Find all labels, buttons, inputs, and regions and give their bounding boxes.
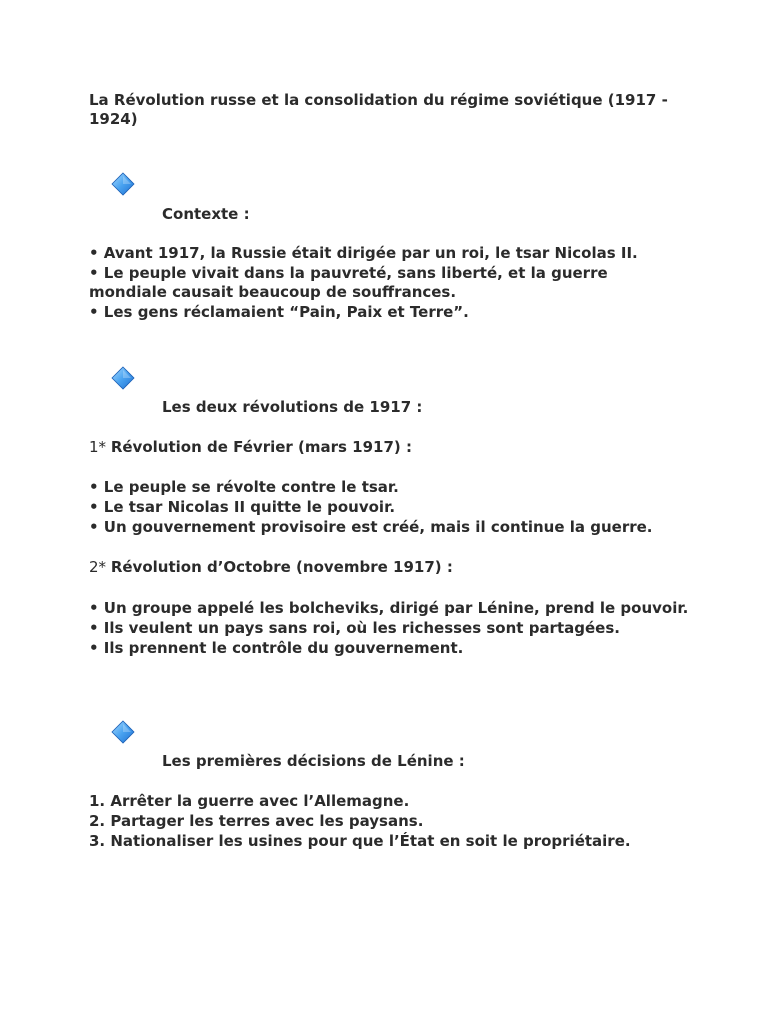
section-heading-revolutions: Les deux révolutions de 1917 : xyxy=(162,398,423,416)
list-item: • Un groupe appelé les bolcheviks, dirigé par Lénine, prend le pouvoir. xyxy=(89,599,689,617)
contexte-bullet-list xyxy=(89,244,689,323)
list-item: • Avant 1917, la Russie était dirigée par un roi, le tsar Nicolas II. xyxy=(89,244,638,262)
list-item: 2. Partager les terres avec les paysans. xyxy=(89,812,424,830)
subsection-title: Révolution d’Octobre (novembre 1917) : xyxy=(110,558,453,576)
subsection-heading-octobre xyxy=(89,558,453,577)
list-item: • Ils prennent le contrôle du gouvernement. xyxy=(89,639,464,657)
octobre-bullet-list xyxy=(89,599,689,659)
subsection-title: Révolution de Février (mars 1917) : xyxy=(110,438,413,456)
list-item: • Un gouvernement provisoire est créé, mais il continue la guerre. xyxy=(89,518,653,536)
subsection-heading-fevrier xyxy=(89,438,412,457)
decisions-numbered-list xyxy=(89,792,689,852)
list-item: • Ils veulent un pays sans roi, où les richesses sont partagées. xyxy=(89,619,620,637)
list-item: • Le peuple vivait dans la pauvreté, sans liberté, et la guerre mondiale causait beaucoup de souffrances. xyxy=(89,264,608,301)
fevrier-bullet-list xyxy=(89,478,689,538)
section-heading-contexte: Contexte : xyxy=(162,205,250,223)
subsection-number: 2* xyxy=(89,558,107,576)
list-item: • Le tsar Nicolas II quitte le pouvoir. xyxy=(89,498,396,516)
list-item: 1. Arrêter la guerre avec l’Allemagne. xyxy=(89,792,410,810)
document-title: La Révolution russe et la consolidation du régime soviétique (1917 - 1924) xyxy=(89,91,668,128)
section-heading-decisions: Les premières décisions de Lénine : xyxy=(162,752,465,770)
list-item: • Les gens réclamaient “Pain, Paix et Terre”. xyxy=(89,303,469,321)
blue-diamond-icon xyxy=(111,172,135,196)
list-item: 3. Nationaliser les usines pour que l’État en soit le propriétaire. xyxy=(89,832,631,850)
blue-diamond-icon xyxy=(111,366,135,390)
subsection-number: 1* xyxy=(89,438,107,456)
blue-diamond-icon xyxy=(111,720,135,744)
list-item: • Le peuple se révolte contre le tsar. xyxy=(89,478,399,496)
